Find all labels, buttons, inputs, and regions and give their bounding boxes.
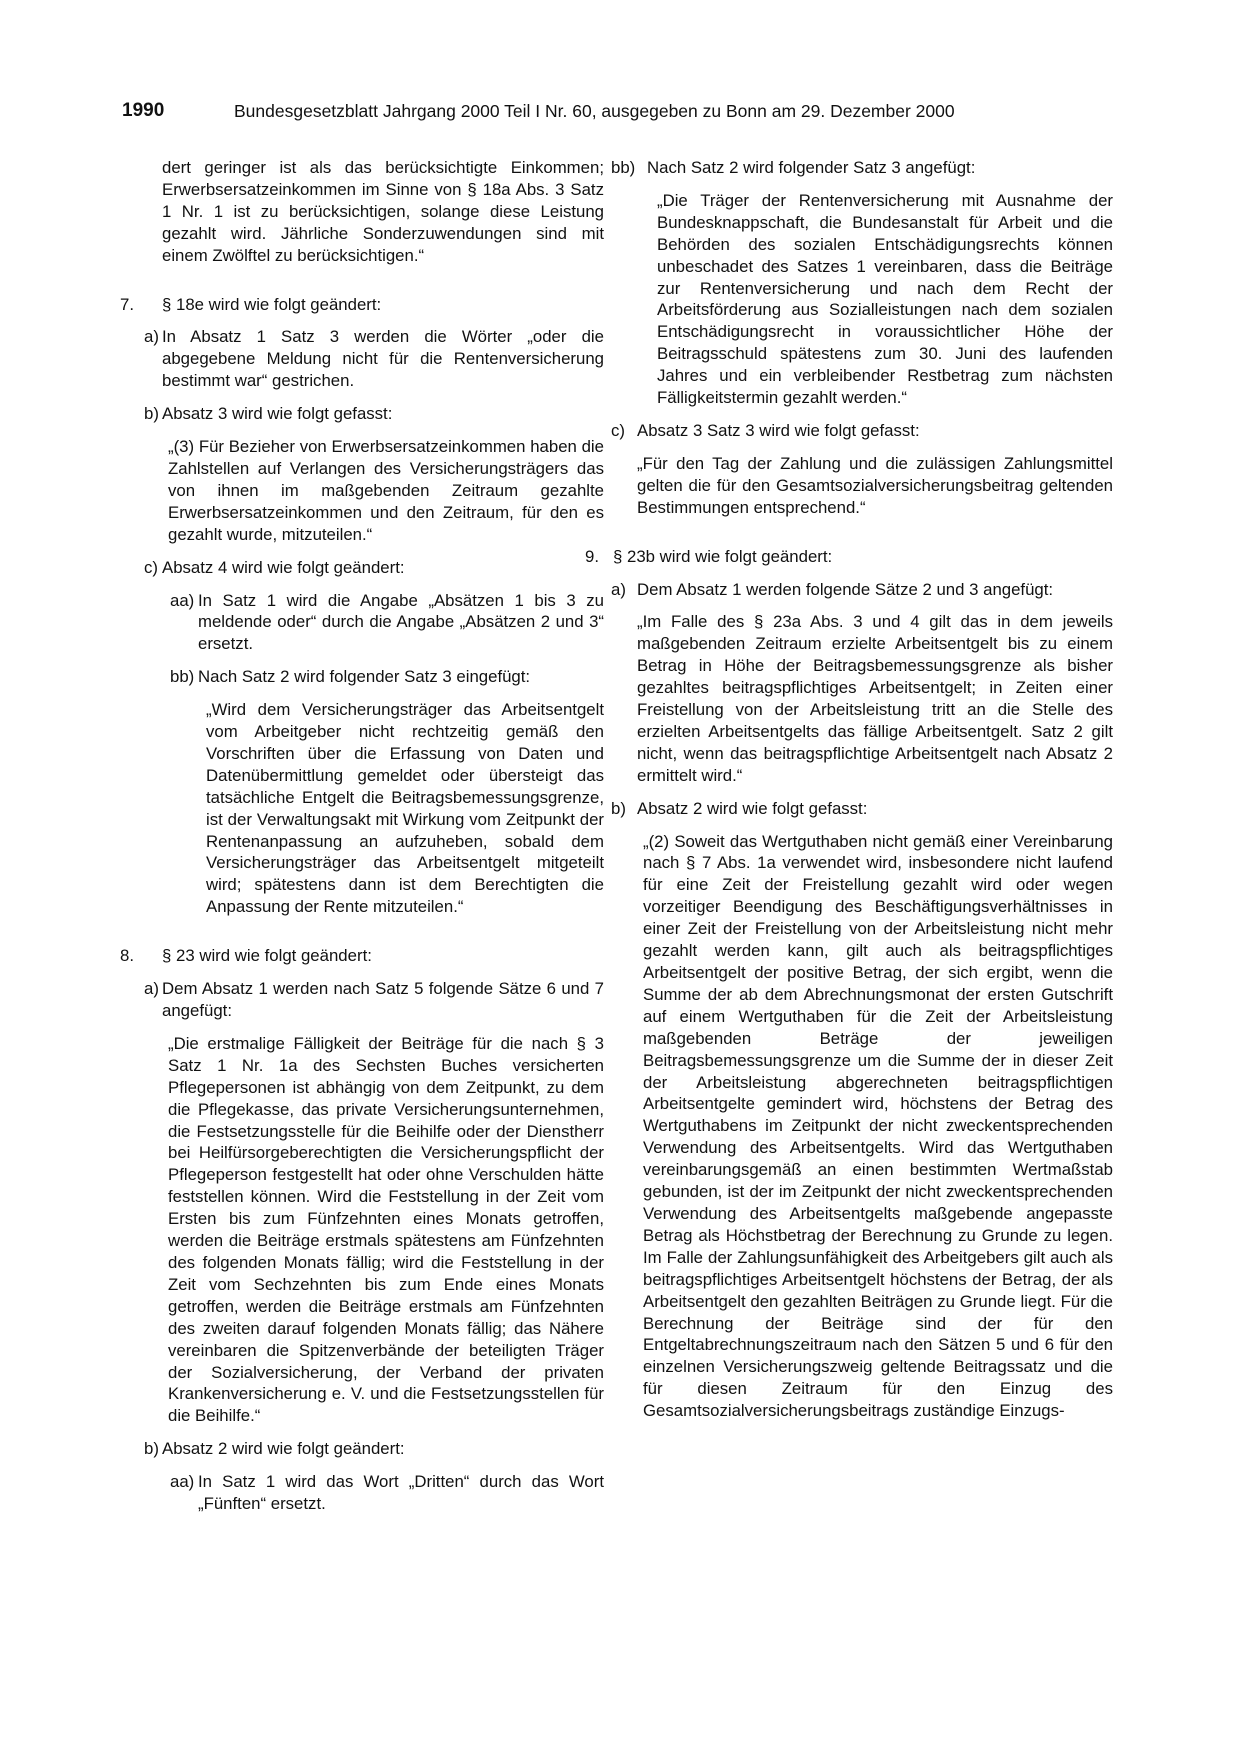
page-number: 1990 (122, 100, 165, 121)
item-label: 9. (585, 546, 599, 566)
list-item-8c (611, 420, 1113, 442)
item-label: b) (144, 404, 159, 424)
item-label: b) (144, 1439, 159, 1459)
item-label: b) (611, 798, 626, 818)
item-text: Absatz 2 wird wie folgt gefasst: (637, 798, 868, 818)
quote-8a: „Die erstmalige Fälligkeit der Beiträge für die nach § 3 Satz 1 Nr. 1a des Sechsten Buches versicherten Pflegepersonen ist abhängig von dem Zeitpunkt, zu dem die Pflegekasse, das private Versicherungsunternehmen, die Festsetzungsstelle für die Beihilfe oder der Dienstherr bei Heilfürsorgeberechtigten die Versicherungspflicht der Pflegeperson festgestellt hat oder ohne Verschulden hätte feststellen können. Wird die Feststellung in der Zeit vom Ersten bis zum Fünfzehnten eines Monats getroffen, werden die Beiträge erstmals spätestens am Fünfzehnten des folgenden Monats fällig; wird die Feststellung in der Zeit vom Sechzehnten bis zum Ende eines Monats getroffen, werden die Beiträge erstmals am Fünfzehnten des zweiten darauf folgenden Monats fällig; das Nähere vereinbaren die Spitzenverbände der beteiligten Träger der Sozialversicherung, der Verband der privaten Krankenversicherung e. V. und die Festsetzungsstellen für die Beihilfe.“ (168, 1033, 604, 1426)
item-text: In Satz 1 wird die Angabe „Absätzen 1 bis 3 zu meldende oder“ durch die Angabe „Absätzen 2 und 3“ ersetzt. (198, 590, 604, 654)
item-label: c) (611, 420, 625, 440)
list-item-9 (585, 546, 1113, 568)
list-item-7b (128, 403, 604, 425)
item-text: Nach Satz 2 wird folgender Satz 3 eingefügt: (198, 667, 531, 687)
item-label: 8. (120, 946, 134, 966)
paragraph-intro: dert geringer ist als das berücksichtigte Einkommen; Erwerbsersatzeinkommen im Sinne von § 18a Abs. 3 Satz 1 Nr. 1 ist zu berücksichtigen, solange diese Leistung gezahlt wird. Jährliche Sonderzuwendungen sind mit einem Zwölftel zu berücksichtigen.“ (162, 158, 604, 265)
item-label: bb) (170, 667, 195, 687)
list-item-7c-aa (128, 590, 604, 656)
item-label: a) (144, 979, 159, 999)
quote-7b: „(3) Für Bezieher von Erwerbsersatzeinkommen haben die Zahlstellen auf Verlangen des Versicherungsträgers das von ihnen im maßgebenden Zeitraum gezahlte Erwerbsersatzeinkommen und den Zeitraum, für den es gezahlt wurde, mitzuteilen.“ (168, 437, 604, 544)
item-label: a) (611, 579, 626, 599)
list-item-8a (128, 978, 604, 1022)
item-label: c) (144, 557, 158, 577)
quote-7c-bb: „Wird dem Versicherungsträger das Arbeitsentgelt vom Arbeitgeber nicht rechtzeitig gemäß den Vorschriften über die Erfassung von Daten und Datenübermittlung gemeldet oder übersteigt das tatsächliche Entgelt die Beitragsbemessungsgrenze, ist der Verwaltungsakt mit Wirkung vom Zeitpunkt der Rentenanpassung an aufzuheben, sobald dem Versicherungsträger das Arbeitsentgelt mitgeteilt wird; spätestens dann ist dem Berechtigten die Anpassung der Rente mitzuteilen.“ (206, 700, 604, 917)
list-item-9b (611, 798, 1113, 820)
item-text: Dem Absatz 1 werden folgende Sätze 2 und 3 angefügt: (637, 579, 1054, 599)
list-item-8b-bb (611, 157, 1113, 179)
list-item-7c (128, 557, 604, 579)
list-item-7c-bb (128, 666, 604, 688)
list-item-8b-aa (128, 1471, 604, 1515)
item-label: bb) (611, 158, 636, 177)
quote-8b-bb: „Die Träger der Rentenversicherung mit Ausnahme der Bundesknappschaft, die Bundesanstalt für Arbeit und die Behörden des sozialen Entschädigungsrechts können unbeschadet des Satzes 1 vereinbaren, dass die Beiträge zur Rentenversicherung und nach dem Recht der Arbeitsförderung aus Sozialleistungen nach dem sozialen Entschädigungsrecht in voraussichtlicher Höhe der Beitragsschuld spätestens zum 30. Juni des laufenden Jahres und ein verbleibender Restbetrag zum nächsten Fälligkeitstermin gezahlt werden.“ (657, 190, 1113, 408)
quote-9b: „(2) Soweit das Wertguthaben nicht gemäß einer Vereinbarung nach § 7 Abs. 1a verwendet wird, insbesondere nicht laufend für eine Zeit der Freistellung gezahlt wird oder wegen vorzeitiger Beendigung des Beschäftigungsverhältnisses in einer Zeit der Freistellung von der Arbeitsleistung nicht mehr gezahlt werden kann, gilt auch als beitragspflichtiges Arbeitsentgelt der positive Betrag, der sich ergibt, wenn die Summe der ab dem Abrechnungsmonat der ersten Gutschrift auf einem Wertguthaben für die Zeit der Arbeitsleistung maßgebenden Beträge der jeweiligen Beitragsbemessungsgrenze um die Summe der in dieser Zeit der Arbeitsleistung abgerechneten beitragspflichtigen Arbeitsentgelte gemindert wird, höchstens der Betrag des Wertguthabens im Zeitpunkt der nicht zweckentsprechenden Verwendung des Arbeitsentgelts. Wird das Wertguthaben vereinbarungsgemäß an einen bestimmten Wertmaßstab gebunden, ist der im Zeitpunkt der nicht zweckentsprechenden Verwendung des Arbeitsentgelts maßgebende angepasste Betrag als Höchstbetrag der Berechnung zu Grunde zu legen. Im Falle der Zahlungsunfähigkeit des Arbeitgebers gilt auch als beitragspflichtiges Arbeitsentgelt höchstens der Betrag, der als Arbeitsentgelt den gezahlten Beiträgen zu Grunde liegt. Für die Berechnung der Beiträge sind der für den Entgeltabrechnungszeitraum nach den Sätzen 5 und 6 für den einzelnen Versicherungszweig geltende Beitragssatz und die für diesen Zeitraum für den Einzug des Gesamtsozialversicherungsbeitrags zuständige Einzugs- (643, 831, 1113, 1421)
item-text: § 23b wird wie folgt geändert: (613, 546, 833, 566)
item-text: Absatz 3 Satz 3 wird wie folgt gefasst: (637, 420, 920, 440)
item-label: aa) (170, 590, 195, 610)
item-text: Absatz 2 wird wie folgt geändert: (162, 1439, 405, 1459)
item-text: § 18e wird wie folgt geändert: (162, 294, 382, 314)
quote-8c: „Für den Tag der Zahlung und die zulässigen Zahlungsmittel gelten die für den Gesamtsozialversicherungsbeitrag geltenden Bestimmungen entsprechend.“ (637, 453, 1113, 517)
item-text: § 23 wird wie folgt geändert: (162, 946, 372, 966)
right-column (585, 157, 1113, 1422)
item-label: aa) (170, 1472, 195, 1492)
item-text: Nach Satz 2 wird folgender Satz 3 angefügt: (647, 158, 976, 177)
list-item-8b (128, 1438, 604, 1460)
item-label: 7. (120, 294, 134, 314)
item-text: Absatz 4 wird wie folgt geändert: (162, 557, 405, 577)
list-item-8 (120, 945, 604, 967)
list-item-7a (128, 326, 604, 392)
item-text: In Satz 1 wird das Wort „Dritten“ durch das Wort „Fünften“ ersetzt. (198, 1472, 604, 1514)
item-label: a) (144, 327, 159, 347)
gazette-title: Bundesgesetzblatt Jahrgang 2000 Teil I Nr. 60, ausgegeben zu Bonn am 29. Dezember 2000 (234, 101, 955, 121)
left-column (120, 157, 604, 1515)
list-item-9a (611, 579, 1113, 601)
list-item-7 (120, 294, 604, 316)
page-header (122, 100, 1122, 128)
quote-9a: „Im Falle des § 23a Abs. 3 und 4 gilt das in dem jeweils maßgebenden Zeitraum erzielte Arbeitsentgelt bis zu einem Betrag in Höhe der Beitragsbemessungsgrenze als bisher gezahltes beitragspflichtiges Arbeitsentgelt; in Zeiten einer Freistellung von der Arbeitsleistung tritt an die Stelle des erzielten Arbeitsentgelts das fällige Arbeitsentgelt. Satz 2 gilt nicht, wenn das beitragspflichtige Arbeitsentgelt nach Absatz 2 ermittelt wird.“ (637, 612, 1113, 785)
item-text: In Absatz 1 Satz 3 werden die Wörter „oder die abgegebene Meldung nicht für die Rentenversicherung bestimmt war“ gestrichen. (162, 327, 604, 391)
item-text: Dem Absatz 1 werden nach Satz 5 folgende Sätze 6 und 7 angefügt: (162, 979, 604, 1020)
item-text: Absatz 3 wird wie folgt gefasst: (162, 404, 393, 424)
